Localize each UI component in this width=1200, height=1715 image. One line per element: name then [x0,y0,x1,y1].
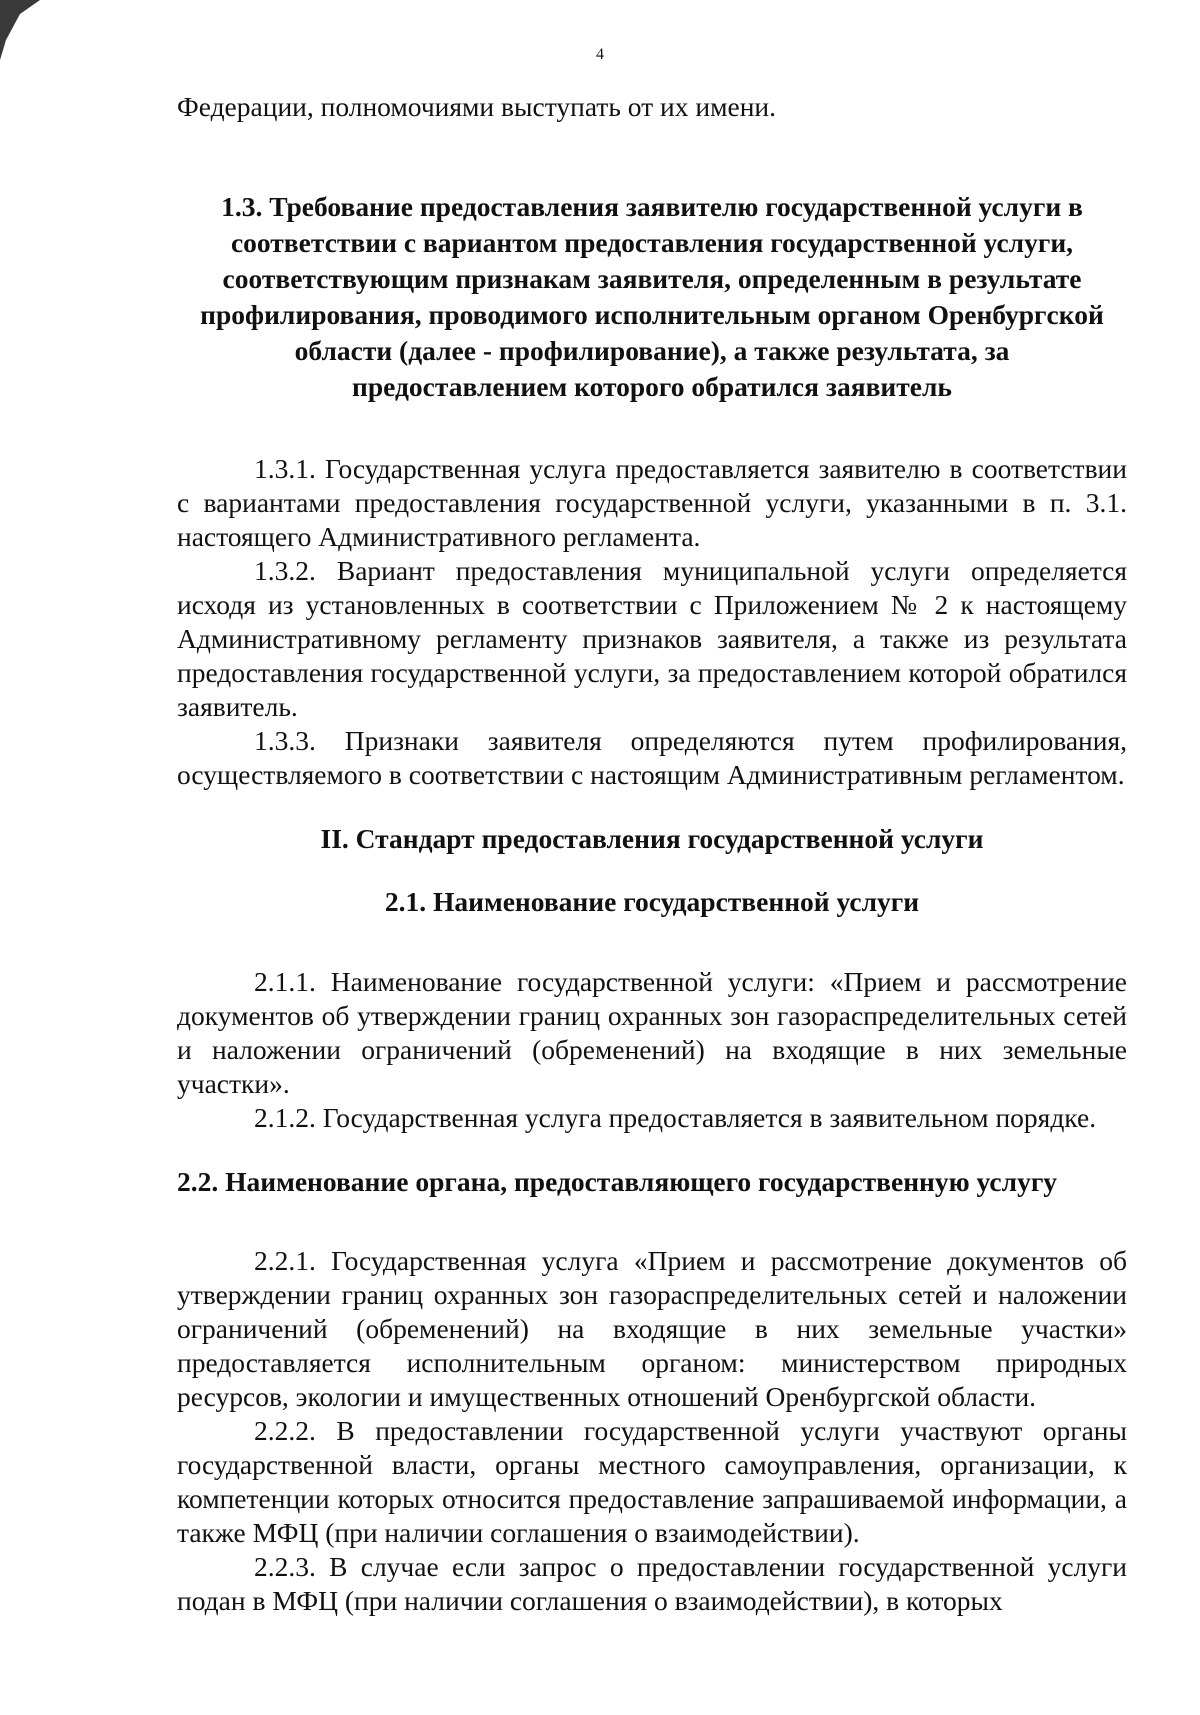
paragraph-1-3-2: 1.3.2. Вариант предоставления муниципальной услуги определяется исходя из установленных в соответствии с Приложением № 2 к настоящему Административному регламенту признаков заявителя, а также из результата предоставления государственной услуги, за предоставлением которой обратился заявитель. [177,555,1127,722]
paragraph-2-1-2: 2.1.2. Государственная услуга предоставляется в заявительном порядке. [254,1102,1097,1133]
paragraph-1-3-1: 1.3.1. Государственная услуга предоставляется заявителю в соответствии с вариантами предоставления государственной услуги, указанными в п. 3.1. настоящего Административного регламента. [177,453,1127,552]
paragraph-2-1-1: 2.1.1. Наименование государственной услуги: «Прием и рассмотрение документов об утверждении границ охранных зон газораспределительных сетей и наложении ограничений (обременений) на входящие в них земельные участки». [177,966,1127,1099]
intro-paragraph: Федерации, полномочиями выступать от их имени. [177,91,776,122]
section-2-2-heading: 2.2. Наименование органа, предоставляющего государственную услугу [177,1166,1058,1197]
paragraph-2-2-3: 2.2.3. В случае если запрос о предоставлении государственной услуги подан в МФЦ (при наличии соглашения о взаимодействии), в которых [177,1551,1127,1616]
page-number: 4 [596,46,604,63]
section-II-heading: II. Стандарт предоставления государственной услуги [320,823,984,854]
paragraph-1-3-3: 1.3.3. Признаки заявителя определяются путем профилирования, осуществляемого в соответствии с настоящим Административным регламентом. [177,725,1127,790]
paragraph-2-2-2: 2.2.2. В предоставлении государственной услуги участвуют органы государственной власти, органы местного самоуправления, организации, к компетенции которых относится предоставление запрашиваемой информации, а также МФЦ (при наличии соглашения о взаимодействии). [177,1415,1127,1548]
paragraph-2-2-1: 2.2.1. Государственная услуга «Прием и рассмотрение документов об утверждении границ охранных зон газораспределительных сетей и наложении ограничений (обременений) на входящие в них земельные участки» предоставляется исполнительным органом: министерством природных ресурсов, экологии и имущественных отношений Оренбургской области. [177,1245,1127,1412]
document-body [177,90,1127,1618]
section-2-1-heading: 2.1. Наименование государственной услуги [384,886,920,917]
section-1-3-heading: 1.3. Требование предоставления заявителю государственной услуги в соответствии с вариантом предоставления государственной услуги, соответствующим признакам заявителя, определенным в результате профилирования, проводимого исполнительным органом Оренбургской области (далее - профилирование), а также результата, за предоставлением которого обратился заявитель [200,191,1104,402]
